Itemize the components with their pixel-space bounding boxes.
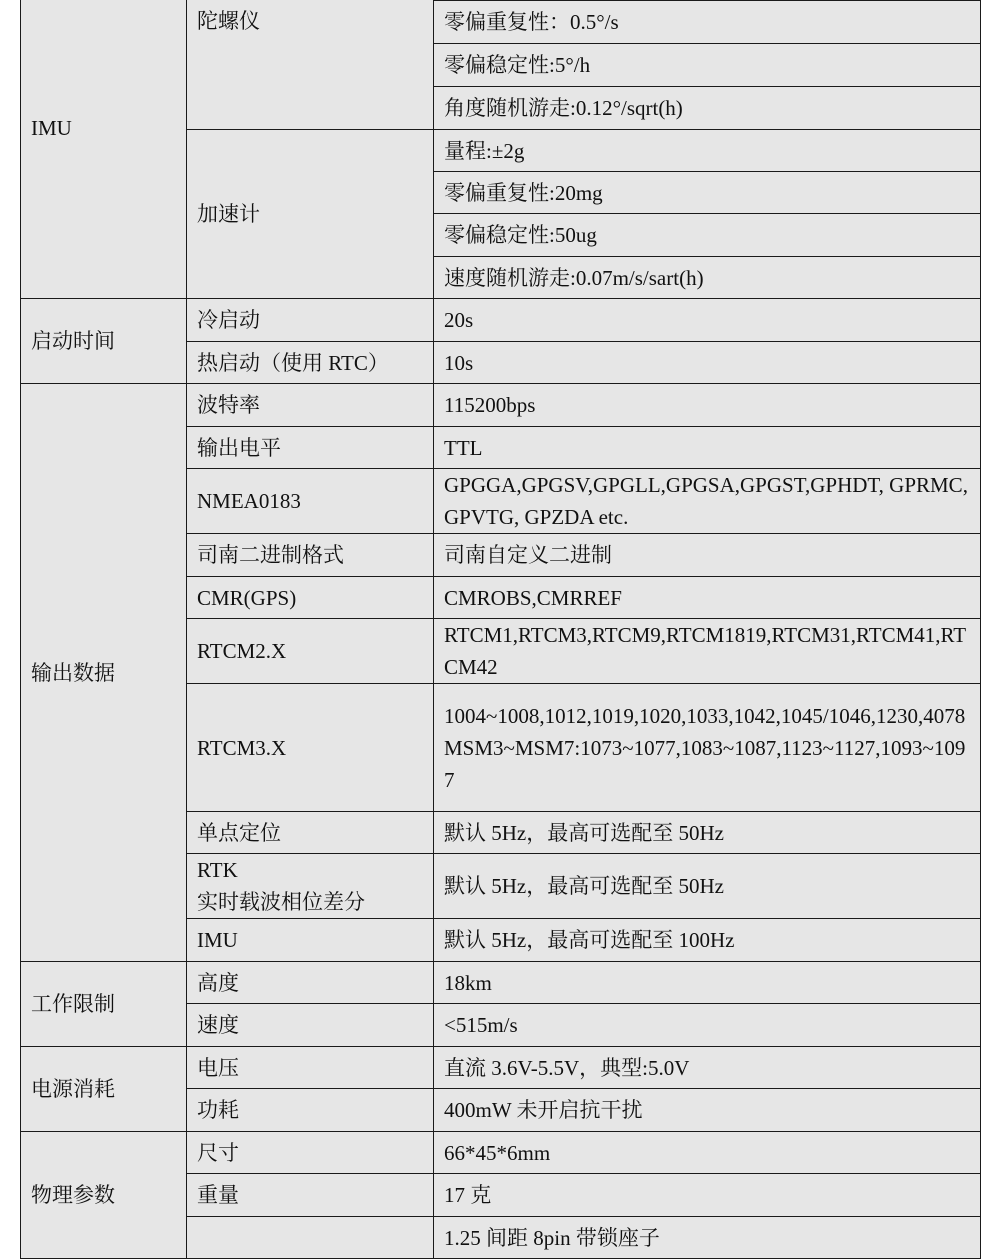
value-cell: 零偏稳定性:50ug [434, 214, 981, 257]
value-cell: 角度随机游走:0.12°/sqrt(h) [434, 87, 981, 130]
category-cell: 启动时间 [21, 299, 187, 384]
item-name-cell: 加速计 [187, 130, 434, 299]
item-name-cell: 陀螺仪 [187, 0, 434, 130]
value-cell: 零偏重复性：0.5°/s [434, 1, 981, 44]
value-cell: 默认 5Hz，最高可选配至 50Hz [434, 854, 981, 919]
item-name-cell: 尺寸 [187, 1132, 434, 1174]
value-cell: 1.25 间距 8pin 带锁座子 [434, 1217, 981, 1259]
value-cell: 直流 3.6V-5.5V，典型:5.0V [434, 1047, 981, 1089]
item-name-cell: 速度 [187, 1004, 434, 1047]
value-cell: <515m/s [434, 1004, 981, 1047]
table-row [21, 384, 981, 427]
category-cell: 工作限制 [21, 962, 187, 1047]
value-cell: 400mW 未开启抗干扰 [434, 1089, 981, 1132]
value-cell: 10s [434, 342, 981, 384]
item-name-cell: 功耗 [187, 1089, 434, 1132]
value-cell: 18km [434, 962, 981, 1004]
item-name-cell: NMEA0183 [187, 469, 434, 534]
item-name-cell [187, 1217, 434, 1259]
value-cell: 17 克 [434, 1174, 981, 1217]
table-row [21, 1047, 981, 1089]
item-name-cell: 输出电平 [187, 427, 434, 469]
item-name-cell: IMU [187, 919, 434, 962]
value-cell: 默认 5Hz，最高可选配至 50Hz [434, 812, 981, 854]
item-name-cell: 司南二进制格式 [187, 534, 434, 577]
value-cell: 66*45*6mm [434, 1132, 981, 1174]
item-name-cell: 波特率 [187, 384, 434, 427]
value-cell: 1004~1008,1012,1019,1020,1033,1042,1045/1046,1230,4078 MSM3~MSM7:1073~1077,1083~1087,1123~1127,1093~1097 [434, 684, 981, 812]
item-name-cell: RTCM2.X [187, 619, 434, 684]
value-cell: 默认 5Hz，最高可选配至 100Hz [434, 919, 981, 962]
value-cell: GPGGA,GPGSV,GPGLL,GPGSA,GPGST,GPHDT, GPRMC, GPVTG, GPZDA etc. [434, 469, 981, 534]
value-cell: 115200bps [434, 384, 981, 427]
category-cell: IMU [21, 0, 187, 299]
item-name-cell: RTK 实时载波相位差分 [187, 854, 434, 919]
value-cell: 司南自定义二进制 [434, 534, 981, 577]
item-name-cell: CMR(GPS) [187, 577, 434, 619]
item-name-cell: 热启动（使用 RTC） [187, 342, 434, 384]
value-cell: 零偏稳定性:5°/h [434, 44, 981, 87]
value-cell: CMROBS,CMRREF [434, 577, 981, 619]
item-name-cell: 冷启动 [187, 299, 434, 342]
value-cell: 零偏重复性:20mg [434, 172, 981, 214]
value-cell: 量程:±2g [434, 130, 981, 172]
table-row [21, 962, 981, 1004]
item-name-cell: 电压 [187, 1047, 434, 1089]
item-name-cell: 高度 [187, 962, 434, 1004]
category-cell: 输出数据 [21, 384, 187, 962]
table-row [21, 299, 981, 342]
table-row [21, 1132, 981, 1174]
value-cell: 20s [434, 299, 981, 342]
item-name-cell: RTCM3.X [187, 684, 434, 812]
value-cell: 速度随机游走:0.07m/s/sart(h) [434, 257, 981, 299]
spec-table [20, 0, 981, 1259]
category-cell: 电源消耗 [21, 1047, 187, 1132]
item-name-cell: 单点定位 [187, 812, 434, 854]
value-cell: RTCM1,RTCM3,RTCM9,RTCM1819,RTCM31,RTCM41,RTCM42 [434, 619, 981, 684]
item-name-cell: 重量 [187, 1174, 434, 1217]
category-cell: 物理参数 [21, 1132, 187, 1259]
value-cell: TTL [434, 427, 981, 469]
